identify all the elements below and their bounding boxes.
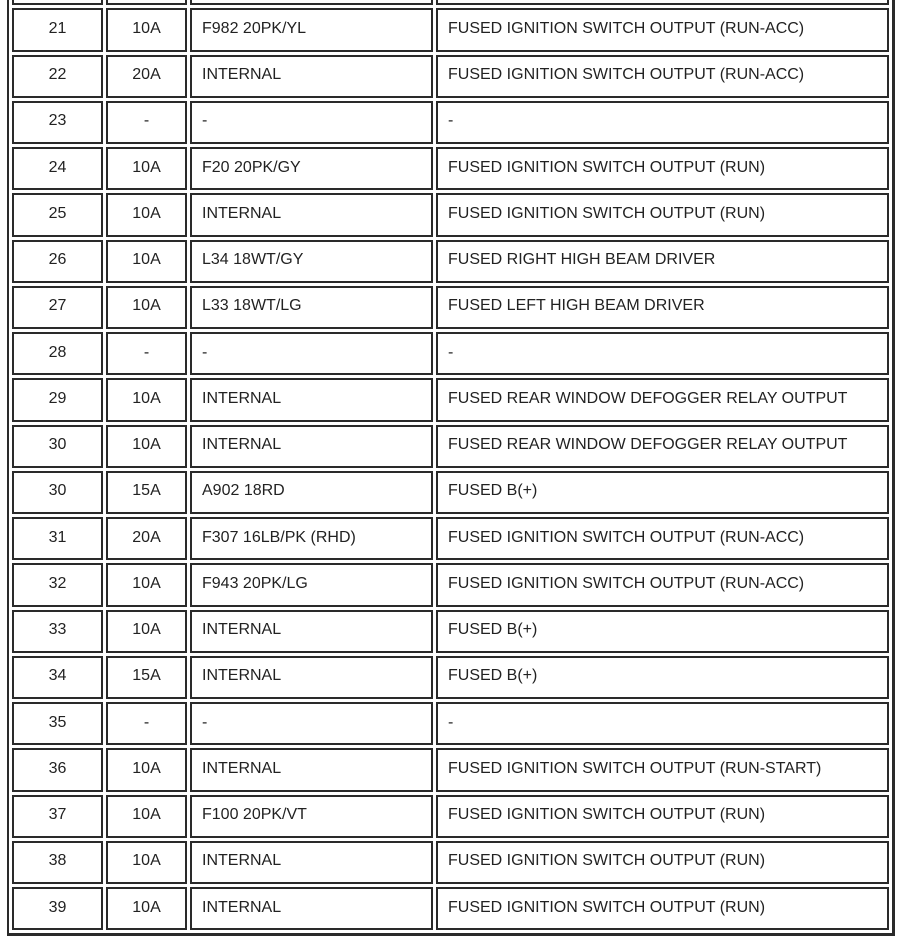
table-row <box>12 147 889 190</box>
table-row <box>12 55 889 98</box>
cell-description: FUSED IGNITION SWITCH OUTPUT (RUN) <box>436 841 889 884</box>
cell-circuit: L33 18WT/LG <box>190 286 433 329</box>
cell-fuse-number: 37 <box>12 795 103 838</box>
cell-rating: 10A <box>106 240 187 283</box>
cell-rating: 15A <box>106 656 187 699</box>
cell-fuse-number: 34 <box>12 656 103 699</box>
cell-rating: 20A <box>106 517 187 560</box>
table-row <box>12 471 889 514</box>
cell-description: FUSED IGNITION SWITCH OUTPUT (RUN) <box>436 193 889 236</box>
cell-rating: 10A <box>106 610 187 653</box>
cell-description: FUSED IGNITION SWITCH OUTPUT (RUN-START) <box>436 748 889 791</box>
table-row <box>12 702 889 745</box>
cell-rating: - <box>106 101 187 144</box>
table-row <box>12 332 889 375</box>
cell-circuit: INTERNAL <box>190 656 433 699</box>
table-row <box>12 286 889 329</box>
table-row <box>12 517 889 560</box>
fuse-table-container <box>7 0 895 936</box>
table-row <box>12 101 889 144</box>
cell-fuse-number: 27 <box>12 286 103 329</box>
cell-fuse-number: 33 <box>12 610 103 653</box>
cell-empty <box>12 0 103 5</box>
table-row <box>12 748 889 791</box>
cell-circuit: INTERNAL <box>190 55 433 98</box>
table-row <box>12 425 889 468</box>
cell-empty <box>190 0 433 5</box>
cell-fuse-number: 30 <box>12 425 103 468</box>
cell-circuit: INTERNAL <box>190 887 433 930</box>
cell-description: FUSED IGNITION SWITCH OUTPUT (RUN-ACC) <box>436 55 889 98</box>
cell-rating: 10A <box>106 887 187 930</box>
cell-fuse-number: 39 <box>12 887 103 930</box>
table-row <box>12 8 889 51</box>
cell-rating: 10A <box>106 8 187 51</box>
cell-circuit: - <box>190 332 433 375</box>
cell-fuse-number: 29 <box>12 378 103 421</box>
cell-rating: 10A <box>106 748 187 791</box>
cell-circuit: INTERNAL <box>190 378 433 421</box>
fuse-table-body <box>12 0 889 930</box>
cell-fuse-number: 31 <box>12 517 103 560</box>
cell-circuit: F100 20PK/VT <box>190 795 433 838</box>
cell-rating: - <box>106 702 187 745</box>
cell-description: FUSED IGNITION SWITCH OUTPUT (RUN-ACC) <box>436 563 889 606</box>
cell-fuse-number: 32 <box>12 563 103 606</box>
cell-rating: 10A <box>106 286 187 329</box>
cell-rating: 10A <box>106 563 187 606</box>
cell-circuit: - <box>190 702 433 745</box>
cell-fuse-number: 23 <box>12 101 103 144</box>
cell-rating: 20A <box>106 55 187 98</box>
cell-circuit: INTERNAL <box>190 841 433 884</box>
cell-circuit: F943 20PK/LG <box>190 563 433 606</box>
cell-fuse-number: 28 <box>12 332 103 375</box>
cell-circuit: INTERNAL <box>190 193 433 236</box>
cell-circuit: INTERNAL <box>190 610 433 653</box>
cell-empty <box>436 0 889 5</box>
cell-circuit: F982 20PK/YL <box>190 8 433 51</box>
cell-description: FUSED B(+) <box>436 610 889 653</box>
cell-description: FUSED IGNITION SWITCH OUTPUT (RUN-ACC) <box>436 8 889 51</box>
table-row <box>12 795 889 838</box>
cell-description: FUSED RIGHT HIGH BEAM DRIVER <box>436 240 889 283</box>
cell-circuit: L34 18WT/GY <box>190 240 433 283</box>
cell-circuit: INTERNAL <box>190 748 433 791</box>
cell-circuit: F307 16LB/PK (RHD) <box>190 517 433 560</box>
cell-rating: 10A <box>106 841 187 884</box>
cell-fuse-number: 22 <box>12 55 103 98</box>
table-row <box>12 240 889 283</box>
cell-description: FUSED IGNITION SWITCH OUTPUT (RUN) <box>436 795 889 838</box>
cell-description: - <box>436 332 889 375</box>
table-row-partial <box>12 0 889 5</box>
cell-fuse-number: 24 <box>12 147 103 190</box>
cell-fuse-number: 25 <box>12 193 103 236</box>
cell-description: FUSED REAR WINDOW DEFOGGER RELAY OUTPUT <box>436 425 889 468</box>
table-row <box>12 610 889 653</box>
cell-rating: 15A <box>106 471 187 514</box>
cell-rating: 10A <box>106 147 187 190</box>
cell-empty <box>106 0 187 5</box>
cell-rating: 10A <box>106 425 187 468</box>
fuse-table <box>7 0 895 936</box>
cell-description: - <box>436 101 889 144</box>
cell-description: FUSED IGNITION SWITCH OUTPUT (RUN-ACC) <box>436 517 889 560</box>
cell-description: FUSED REAR WINDOW DEFOGGER RELAY OUTPUT <box>436 378 889 421</box>
cell-circuit: A902 18RD <box>190 471 433 514</box>
cell-description: FUSED LEFT HIGH BEAM DRIVER <box>436 286 889 329</box>
cell-fuse-number: 38 <box>12 841 103 884</box>
cell-fuse-number: 35 <box>12 702 103 745</box>
cell-circuit: INTERNAL <box>190 425 433 468</box>
cell-description: FUSED IGNITION SWITCH OUTPUT (RUN) <box>436 147 889 190</box>
table-row <box>12 841 889 884</box>
cell-rating: 10A <box>106 378 187 421</box>
cell-fuse-number: 36 <box>12 748 103 791</box>
cell-fuse-number: 26 <box>12 240 103 283</box>
cell-description: FUSED IGNITION SWITCH OUTPUT (RUN) <box>436 887 889 930</box>
table-row <box>12 378 889 421</box>
cell-circuit: - <box>190 101 433 144</box>
cell-fuse-number: 30 <box>12 471 103 514</box>
cell-circuit: F20 20PK/GY <box>190 147 433 190</box>
cell-fuse-number: 21 <box>12 8 103 51</box>
cell-description: FUSED B(+) <box>436 471 889 514</box>
cell-description: FUSED B(+) <box>436 656 889 699</box>
cell-rating: 10A <box>106 193 187 236</box>
cell-rating: 10A <box>106 795 187 838</box>
table-row <box>12 887 889 930</box>
table-row <box>12 193 889 236</box>
cell-rating: - <box>106 332 187 375</box>
table-row <box>12 656 889 699</box>
cell-description: - <box>436 702 889 745</box>
table-row <box>12 563 889 606</box>
